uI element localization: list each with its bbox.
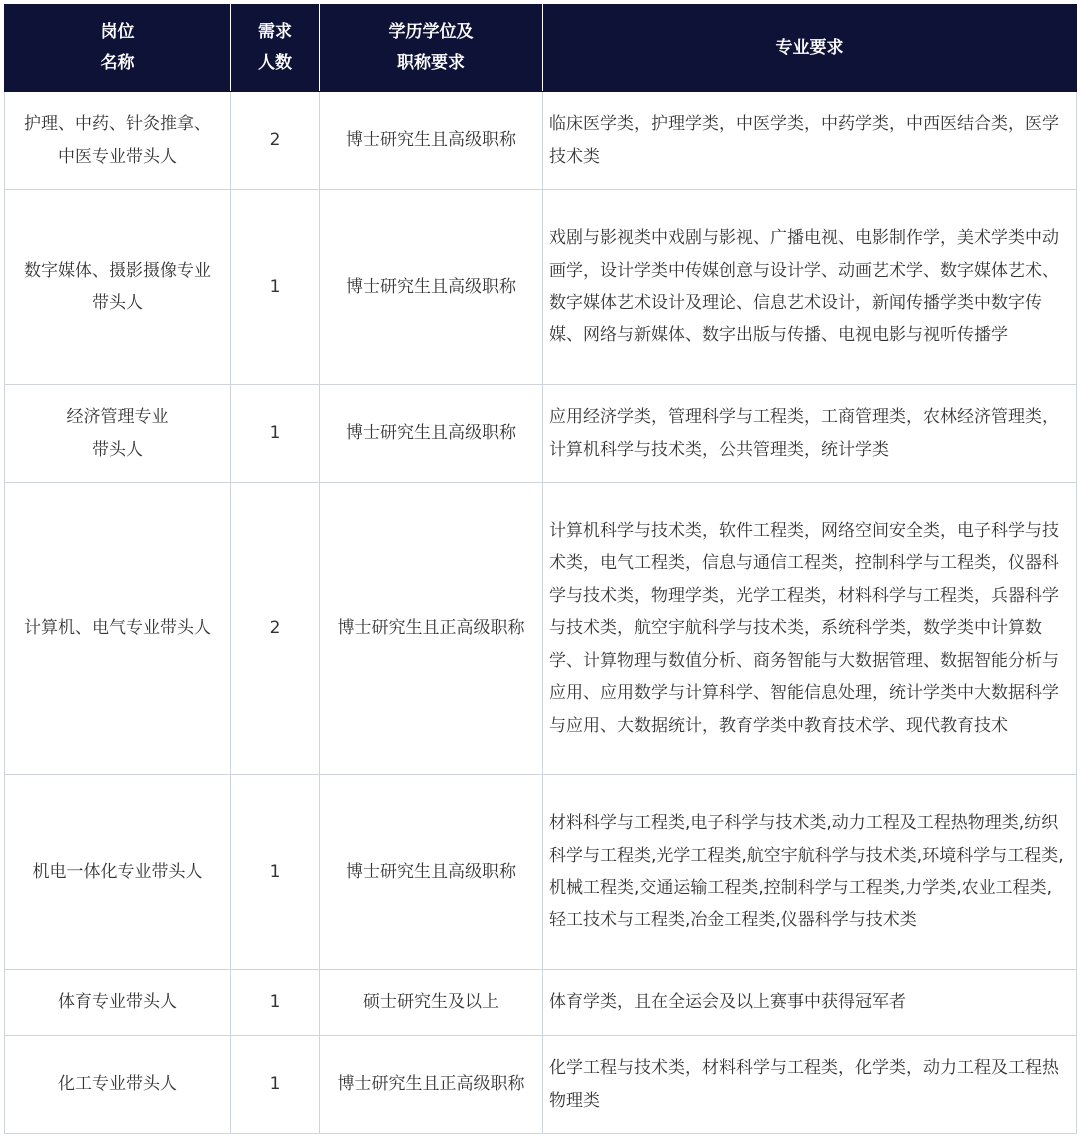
cell-education: 博士研究生且正高级职称 (320, 483, 543, 775)
cell-position (5, 385, 231, 483)
table-row (5, 970, 1077, 1036)
table-row (5, 1036, 1077, 1134)
cell-count: 1 (231, 970, 320, 1036)
cell-major: 化学工程与技术类，材料科学与工程类，化学类，动力工程及工程热物理类 (543, 1036, 1077, 1134)
cell-major: 应用经济学类，管理科学与工程类，工商管理类，农林经济管理类，计算机科学与技术类，公共管理类，统计学类 (543, 385, 1077, 483)
table-row (5, 190, 1077, 385)
table-row (5, 92, 1077, 190)
cell-major: 临床医学类，护理学类，中医学类，中药学类，中西医结合类，医学技术类 (543, 92, 1077, 190)
header-major-label: 专业要求 (775, 37, 844, 58)
cell-position: 计算机、电气专业带头人 (5, 483, 231, 775)
cell-education: 硕士研究生及以上 (320, 970, 543, 1036)
cell-position: 体育专业带头人 (5, 970, 231, 1036)
table-row (5, 483, 1077, 775)
cell-major: 体育学类，且在全运会及以上赛事中获得冠军者 (543, 970, 1077, 1036)
header-major (543, 5, 1077, 92)
cell-education: 博士研究生且高级职称 (320, 385, 543, 483)
cell-count: 2 (231, 483, 320, 775)
cell-major: 计算机科学与技术类，软件工程类，网络空间安全类，电子科学与技术类，电气工程类，信息与通信工程类，控制科学与工程类，仪器科学与技术类，物理学类，光学工程类，材料科学与工程类，兵器科学与技术类，航空宇航科学与技术类，系统科学类，数学类中计算数学、计算物理与数值分析、商务智能与大数据管理、数据智能分析与应用、应用数学与计算科学、智能信息处理，统计学类中大数据科学与应用、大数据统计，教育学类中教育技术学、现代教育技术 (543, 483, 1077, 775)
header-education-line1: 学历学位及 (388, 22, 474, 42)
position-line1: 数字媒体、摄影摄像专业 (24, 260, 211, 281)
cell-position (5, 190, 231, 385)
cell-education: 博士研究生且高级职称 (320, 190, 543, 385)
table-row (5, 385, 1077, 483)
cell-count: 1 (231, 385, 320, 483)
header-count (231, 5, 320, 92)
cell-major: 材料科学与工程类,电子科学与技术类,动力工程及工程热物理类,纺织科学与工程类,光学工程类,航空宇航科学与技术类,环境科学与工程类,机械工程类,交通运输工程类,控制科学与工程类,力学类,农业工程类,轻工技术与工程类,冶金工程类,仪器科学与技术类 (543, 775, 1077, 970)
header-count-line1: 需求 (258, 22, 292, 42)
recruitment-table (4, 4, 1077, 1134)
position-line2: 中医专业带头人 (58, 146, 177, 167)
header-position-line1: 岗位 (100, 22, 135, 42)
position-line2: 带头人 (92, 293, 143, 313)
table-header-row (5, 5, 1077, 92)
cell-count: 2 (231, 92, 320, 190)
cell-position (5, 92, 231, 190)
header-education-line2: 职称要求 (397, 53, 465, 73)
table-row (5, 775, 1077, 970)
header-count-line2: 人数 (258, 53, 292, 73)
cell-education: 博士研究生且正高级职称 (320, 1036, 543, 1134)
cell-major: 戏剧与影视类中戏剧与影视、广播电视、电影制作学，美术学类中动画学，设计学类中传媒创意与设计学、动画艺术学、数字媒体艺术、数字媒体艺术设计及理论、信息艺术设计，新闻传播学类中数字传媒、网络与新媒体、数字出版与传播、电视电影与视听传播学 (543, 190, 1077, 385)
cell-count: 1 (231, 190, 320, 385)
cell-position: 化工专业带头人 (5, 1036, 231, 1134)
position-line1: 护理、中药、针灸推拿、 (24, 114, 211, 135)
cell-count: 1 (231, 775, 320, 970)
header-education (320, 5, 543, 92)
cell-count: 1 (231, 1036, 320, 1134)
cell-education: 博士研究生且高级职称 (320, 92, 543, 190)
position-line2: 带头人 (92, 439, 143, 460)
cell-position: 机电一体化专业带头人 (5, 775, 231, 970)
cell-education: 博士研究生且高级职称 (320, 775, 543, 970)
header-position (5, 5, 231, 92)
position-line1: 经济管理专业 (66, 407, 169, 428)
header-position-line2: 名称 (100, 53, 135, 73)
